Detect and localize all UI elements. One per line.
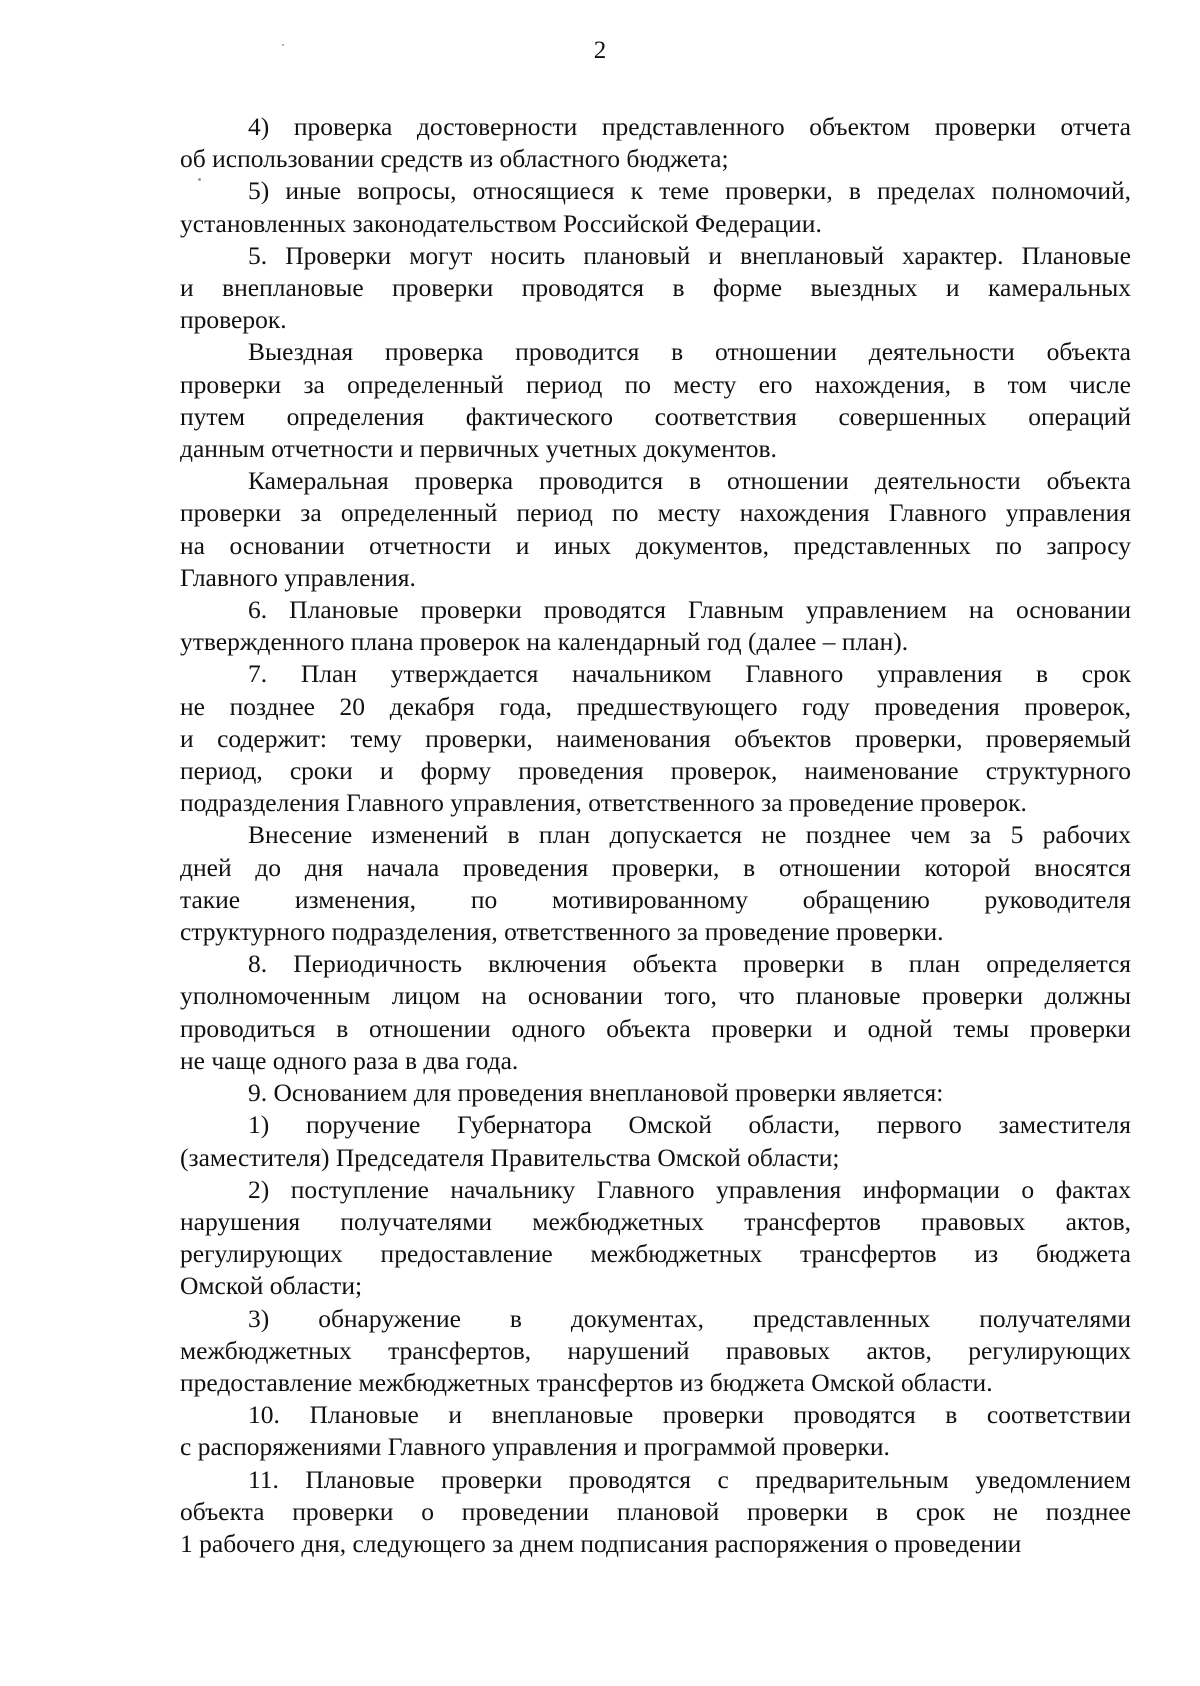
paragraph-line: 1) поручение Губернатора Омской области, первого заместителя [248, 1110, 1131, 1140]
paragraph [180, 1399, 1131, 1463]
paragraph [180, 465, 1131, 594]
paragraph-line: проводиться в отношении одного объекта проверки и одной темы проверки [180, 1013, 1131, 1043]
paragraph-line: (заместителя) Председателя Правительства Омской области; [180, 1142, 840, 1172]
paragraph-line: не позднее 20 декабря года, предшествующего году проведения проверок, [180, 691, 1131, 721]
paragraph-line: установленных законодательством Российской Федерации. [180, 208, 822, 238]
paragraph-line: 10. Плановые и внеплановые проверки проводятся в соответствии [248, 1400, 1131, 1430]
paragraph-line: не чаще одного раза в два года. [180, 1045, 519, 1075]
paragraph [180, 594, 1131, 658]
paragraph [180, 1303, 1131, 1400]
paragraph-line: проверки за определенный период по месту его нахождения, в том числе [180, 369, 1131, 399]
scan-speck [282, 44, 284, 46]
paragraph-line: утвержденного плана проверок на календарный год (далее – план). [180, 627, 909, 657]
paragraph [180, 336, 1131, 465]
paragraph-line: Главного управления. [180, 562, 416, 592]
paragraph-line: 11. Плановые проверки проводятся с предварительным уведомлением [248, 1464, 1131, 1494]
paragraph-line: Омской области; [180, 1271, 363, 1301]
paragraph-line: дней до дня начала проведения проверки, в отношении которой вносятся [180, 852, 1131, 882]
page-number: 2 [593, 37, 607, 64]
paragraph-line: путем определения фактического соответствия совершенных операций [180, 401, 1131, 431]
paragraph-line: проверок. [180, 305, 287, 335]
paragraph-line: такие изменения, по мотивированному обращению руководителя [180, 884, 1131, 914]
paragraph-line: на основании отчетности и иных документов, представленных по запросу [180, 530, 1131, 560]
paragraph-line: 5. Проверки могут носить плановый и внеплановый характер. Плановые [248, 240, 1131, 270]
paragraph [180, 1464, 1131, 1561]
paragraph-line: 1 рабочего дня, следующего за днем подписания распоряжения о проведении [180, 1528, 1022, 1558]
paragraph [180, 111, 1131, 175]
paragraph-line: межбюджетных трансфертов, нарушений правовых актов, регулирующих [180, 1335, 1131, 1365]
paragraph-line: данным отчетности и первичных учетных документов. [180, 434, 777, 464]
paragraph-line: 5) иные вопросы, относящиеся к теме проверки, в пределах полномочий, [248, 176, 1131, 206]
paragraph-line: период, сроки и форму проведения проверок, наименование структурного [180, 756, 1131, 786]
paragraph-line: 8. Периодичность включения объекта проверки в план определяется [248, 949, 1131, 979]
paragraph-line: и внеплановые проверки проводятся в форме выездных и камеральных [180, 273, 1131, 303]
paragraph-line: Внесение изменений в план допускается не позднее чем за 5 рабочих [248, 820, 1131, 850]
paragraph [180, 1109, 1131, 1173]
paragraph [180, 1174, 1131, 1303]
paragraph [180, 1077, 1131, 1109]
paragraph-line: 2) поступление начальнику Главного управления информации о фактах [248, 1174, 1131, 1204]
paragraph-line: Камеральная проверка проводится в отношении деятельности объекта [248, 466, 1131, 496]
paragraph-line: 7. План утверждается начальником Главного управления в срок [248, 659, 1131, 689]
document-body [180, 111, 1131, 1560]
paragraph-line: структурного подразделения, ответственного за проведение проверки. [180, 917, 944, 947]
paragraph-line: нарушения получателями межбюджетных трансфертов правовых актов, [180, 1206, 1131, 1236]
paragraph [180, 240, 1131, 337]
paragraph-line: с распоряжениями Главного управления и программой проверки. [180, 1432, 890, 1462]
paragraph-line: объекта проверки о проведении плановой проверки в срок не позднее [180, 1496, 1131, 1526]
paragraph-line: 6. Плановые проверки проводятся Главным управлением на основании [248, 595, 1131, 625]
paragraph [180, 658, 1131, 819]
paragraph-line: Выездная проверка проводится в отношении деятельности объекта [248, 337, 1131, 367]
paragraph-line: 9. Основанием для проведения внеплановой проверки является: [248, 1078, 944, 1108]
paragraph-line: 4) проверка достоверности представленного объектом проверки отчета [248, 112, 1131, 141]
paragraph [180, 948, 1131, 1077]
paragraph [180, 819, 1131, 948]
paragraph [180, 175, 1131, 239]
paragraph-line: проверки за определенный период по месту нахождения Главного управления [180, 498, 1131, 528]
paragraph-line: регулирующих предоставление межбюджетных трансфертов из бюджета [180, 1239, 1131, 1269]
paragraph-line: 3) обнаружение в документах, представленных получателями [248, 1303, 1131, 1333]
paragraph-line: уполномоченным лицом на основании того, что плановые проверки должны [180, 981, 1131, 1011]
paragraph-line: и содержит: тему проверки, наименования объектов проверки, проверяемый [180, 723, 1131, 753]
paragraph-line: подразделения Главного управления, ответственного за проведение проверок. [180, 788, 1027, 818]
paragraph-line: об использовании средств из областного бюджета; [180, 144, 729, 174]
paragraph-line: предоставление межбюджетных трансфертов из бюджета Омской области. [180, 1367, 993, 1397]
